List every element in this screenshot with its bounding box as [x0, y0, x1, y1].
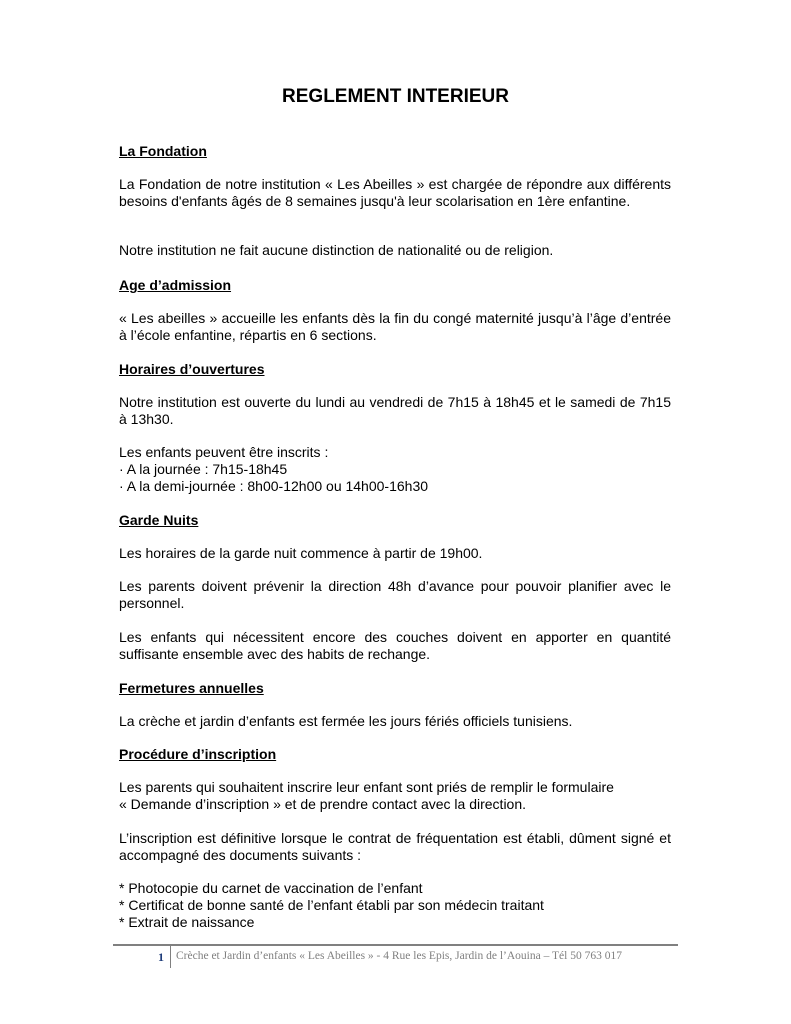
footer-divider [113, 944, 678, 946]
section-heading-fermetures: Fermetures annuelles [119, 680, 264, 696]
section-heading-age-admission: Age d’admission [119, 277, 232, 293]
footer-address: Crèche et Jardin d’enfants « Les Abeilles » - 4 Rue les Epis, Jardin de l’Aouina – Tél 50 763 017 [176, 950, 622, 962]
documents-list-item: * Extrait de naissance [119, 914, 255, 930]
section-heading-inscription: Procédure d’inscription [119, 746, 277, 762]
paragraph-horaires: Notre institution est ouverte du lundi au vendredi de 7h15 à 18h45 et le samedi de 7h15 à 13h30. [119, 394, 671, 427]
paragraph-garde-nuits-2: Les parents doivent prévenir la direction 48h d’avance pour pouvoir planifier avec le personnel. [119, 578, 671, 611]
paragraph-inscription-1 [119, 779, 671, 813]
horaires-list-item: · A la journée : 7h15-18h45 [119, 461, 288, 477]
footer-page-number: 1 [158, 950, 164, 964]
section-heading-fondation: La Fondation [119, 143, 207, 159]
paragraph-fermetures: La crèche et jardin d’enfants est fermée les jours fériés officiels tunisiens. [119, 713, 573, 729]
documents-list [119, 880, 671, 931]
horaires-list-item: · A la demi-journée : 8h00-12h00 ou 14h00-16h30 [119, 478, 429, 494]
paragraph-age-admission: « Les abeilles » accueille les enfants dès la fin du congé maternité jusqu’à l’âge d’entrée à l’école enfantine, répartis en 6 sections. [119, 310, 671, 343]
paragraph-line: « Demande d’inscription » et de prendre contact avec la direction. [119, 796, 527, 812]
paragraph-line: Les parents qui souhaitent inscrire leur enfant sont priés de remplir le formulaire [119, 779, 614, 795]
section-heading-horaires: Horaires d’ouvertures [119, 361, 265, 377]
paragraph-garde-nuits-3: Les enfants qui nécessitent encore des couches doivent en apporter en quantité suffisante ensemble avec des habits de rechange. [119, 629, 671, 662]
documents-list-item: * Photocopie du carnet de vaccination de l’enfant [119, 880, 423, 896]
paragraph-inscription-2: L’inscription est définitive lorsque le contrat de fréquentation est établi, dûment signé et accompagné des documents suivants : [119, 830, 671, 863]
horaires-list-block [119, 444, 671, 495]
section-heading-garde-nuits: Garde Nuits [119, 512, 199, 528]
horaires-list-intro: Les enfants peuvent être inscrits : [119, 444, 329, 460]
paragraph-fondation-2: Notre institution ne fait aucune distinction de nationalité ou de religion. [119, 242, 554, 258]
page-title: REGLEMENT INTERIEUR [282, 86, 509, 107]
paragraph-fondation-1: La Fondation de notre institution « Les Abeilles » est chargée de répondre aux différents besoins d'enfants âgés de 8 semaines jusqu'à leur scolarisation en 1ère enfantine. [119, 176, 671, 209]
documents-list-item: * Certificat de bonne santé de l’enfant établi par son médecin traitant [119, 897, 544, 913]
paragraph-garde-nuits-1: Les horaires de la garde nuit commence à partir de 19h00. [119, 545, 483, 561]
footer-separator [170, 946, 171, 968]
